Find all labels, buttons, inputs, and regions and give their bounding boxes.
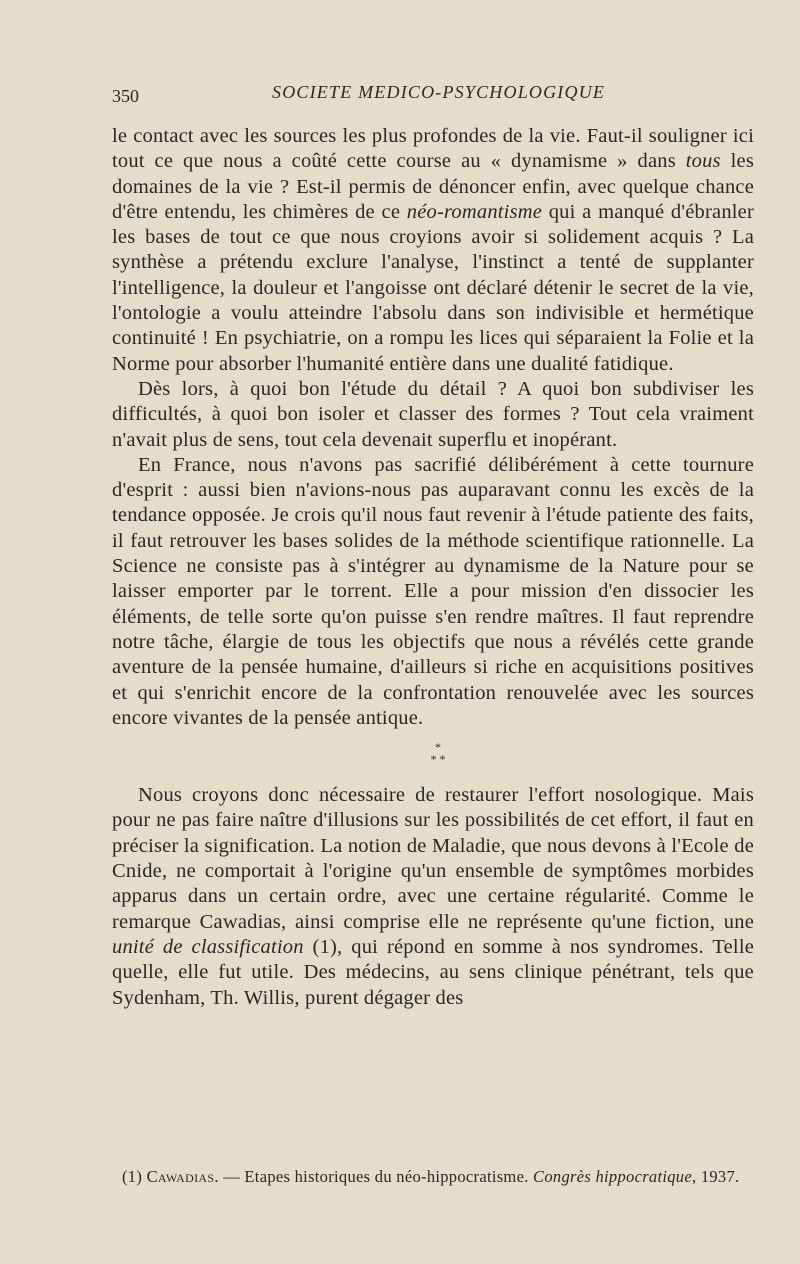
page-number: 350 <box>112 86 139 106</box>
running-head <box>112 80 752 110</box>
footnote-marker: (1) <box>122 1167 143 1186</box>
footnote-author: Cawadias. <box>146 1167 219 1186</box>
paragraph-3: En France, nous n'avons pas sacrifié délibérément à cette tournure d'esprit : aussi bien n'avions-nous pas auparavant connu les excès de la tendance opposée. Je crois qu'il nous faut revenir à l'étude patiente des faits, il faut retrouver les bases solides de la méthode scientifique rationnelle. La Science ne consiste pas à s'intégrer au dynamisme de la Nature pour se laisser emporter par le torrent. Elle a pour mission d'en dissocier les éléments, de telle sorte qu'on puisse s'en rendre maîtres. Il faut reprendre notre tâche, élargie de tous les objectifs que nous a révélés cette grande aventure de la pensée humaine, d'ailleurs si riche en acquisitions positives et qui s'enrichit encore de la confrontation renouvelée avec les sources encore vivantes de la pensée antique. <box>112 453 754 729</box>
body-text <box>112 124 754 1011</box>
footnote <box>112 1166 754 1188</box>
paragraph-2: Dès lors, à quoi bon l'étude du détail ? A quoi bon subdiviser les difficultés, à quoi bon isoler et classer des formes ? Tout cela vraiment n'avait plus de sens, tout cela devenait superflu et inopérant. <box>112 377 754 451</box>
paragraph-4: Nous croyons donc nécessaire de restaurer l'effort nosologique. Mais pour ne pas faire naître d'illusions sur les possibilités de cet effort, il faut en préciser la signification. La notion de Maladie, que nous devons à l'Ecole de Cnide, ne comportait à l'origine qu'un ensemble de symptômes morbides apparus dans un certain ordre, avec une certaine régularité. Comme le remarque Cawadias, ainsi comprise elle ne représente qu'une fiction, une unité de classification (1), qui répond en somme à nos syndromes. Telle quelle, elle fut utile. Des médecins, au sens clinique pénétrant, tels que Sydenham, Th. Willis, purent dégager des <box>112 784 755 1009</box>
paragraph-1: le contact avec les sources les plus profondes de la vie. Faut-il souligner ici tout ce que nous a coûté cette course au « dynamisme » dans tous les domaines de la vie ? Est-il permis de dénoncer enfin, avec quelque chance d'être entendu, les chimères de ce néo-romantisme qui a manqué d'ébranler les bases de tout ce que nous croyions avoir si solidement acquis ? La synthèse a prétendu exclure l'analyse, l'instinct a tenté de supplanter l'intelligence, la douleur et l'angoisse ont déclaré détenir le secret de la vie, l'ontologie a voulu atteindre l'absolu dans son indivisible et hermétique continuité ! En psychiatrie, on a rompu les lices qui séparaient la Folie et la Norme pour absorber l'humanité entière dans une dualité fatidique. <box>112 125 754 375</box>
journal-title: SOCIETE MEDICO-PSYCHOLOGIQUE <box>272 82 606 102</box>
footnote-source: Congrès hippocratique <box>533 1167 692 1186</box>
footnote-1: (1) Cawadias. — Etapes historiques du néo-hippocratisme. Congrès hippocratique, 1937. <box>122 1167 740 1186</box>
section-break-asterism: * * * <box>430 740 446 767</box>
